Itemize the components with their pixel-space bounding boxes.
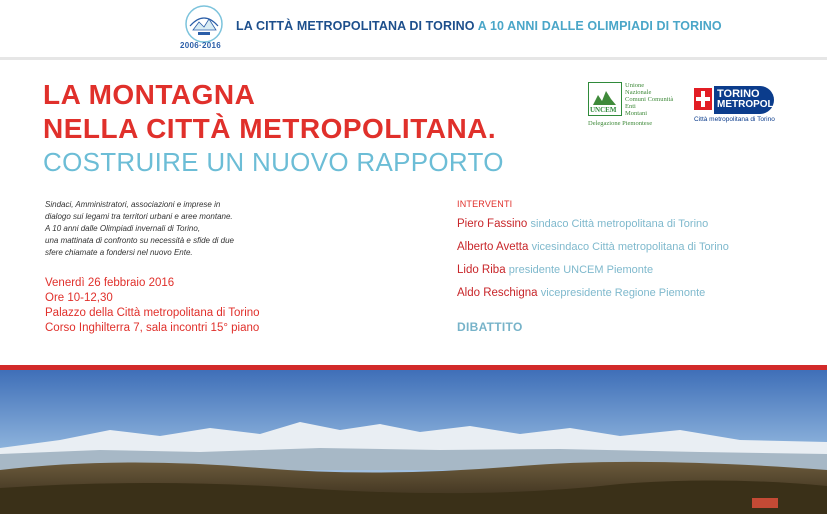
logo-year: 2006·2016 — [180, 41, 221, 50]
mountain-landscape-photo — [0, 370, 827, 514]
main-title-line1: LA MONTAGNA — [43, 79, 256, 110]
speaker-name: Alberto Avetta — [457, 241, 529, 253]
torino-logo-line1: TORINO — [717, 88, 760, 100]
event-address: Corso Inghilterra 7, sala incontri 15° piano — [45, 322, 260, 334]
main-title-line2: NELLA CITTÀ METROPOLITANA. — [43, 113, 497, 144]
program-closing: DIBATTITO — [457, 320, 523, 334]
speaker-name: Piero Fassino — [457, 218, 528, 230]
cross-shield-icon — [694, 88, 712, 110]
program-heading: INTERVENTI — [457, 199, 513, 209]
torino-metropoli-logo — [694, 86, 784, 128]
speaker-role: vicepresidente Regione Piemonte — [540, 287, 706, 299]
torino-logo-line2: METROPOLI — [717, 99, 777, 110]
event-details — [45, 276, 260, 336]
event-venue: Palazzo della Città metropolitana di Torino — [45, 307, 260, 319]
speaker-role: sindaco Città metropolitana di Torino — [530, 218, 709, 230]
uncem-delegation: Delegazione Piemontese — [588, 120, 653, 127]
speaker-role: vicesindaco Città metropolitana di Torino — [531, 241, 729, 253]
header-divider — [0, 57, 827, 60]
header-band — [0, 0, 827, 56]
main-subtitle: COSTRUIRE UN NUOVO RAPPORTO — [43, 147, 504, 177]
speaker-name: Lido Riba — [457, 264, 506, 276]
uncem-logo — [588, 82, 688, 132]
speaker-item — [457, 264, 653, 276]
speaker-item — [457, 241, 729, 253]
event-time: Ore 10-12,30 — [45, 292, 113, 304]
event-date: Venerdì 26 febbraio 2016 — [45, 277, 175, 289]
speaker-name: Aldo Reschigna — [457, 287, 538, 299]
header-title — [236, 19, 722, 33]
header-title-part1: LA CITTÀ METROPOLITANA DI TORINO — [236, 19, 475, 33]
speaker-role: presidente UNCEM Piemonte — [508, 264, 654, 276]
speaker-item — [457, 287, 705, 299]
uncem-name: UNCEM — [590, 106, 617, 114]
header-title-part2: A 10 ANNI DALLE OLIMPIADI DI TORINO — [477, 19, 722, 33]
speaker-item — [457, 218, 708, 230]
intro-paragraph: Sindaci, Amministratori, associazioni e imprese in dialogo sui legami tra territori urbani e aree montane. A 10 anni dalle Olimpiadi invernali di Torino, una mattinata di confronto su necessità e sfide di due sfere chiamate a fondersi nel nuovo Ente. — [45, 200, 235, 257]
uncem-description: Unione Nazionale Comuni Comunità Enti Montani — [625, 82, 674, 117]
torino-logo-caption: Città metropolitana di Torino — [694, 116, 775, 123]
